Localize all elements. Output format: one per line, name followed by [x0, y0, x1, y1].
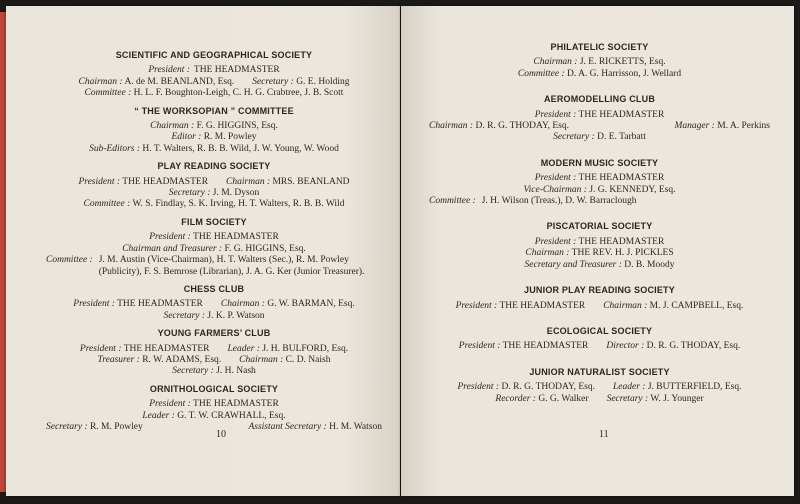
manager-label: Manager : — [674, 121, 715, 132]
secretary-name: J. K. P. Watson — [207, 310, 265, 321]
committee-label: Committee : — [46, 255, 93, 266]
section-title: FILM SOCIETY — [181, 216, 247, 227]
section-title: ECOLOGICAL SOCIETY — [546, 325, 653, 336]
president-name: THE HEADMASTER — [502, 341, 589, 352]
assistant-secretary-name: H. M. Watson — [329, 421, 382, 432]
president-name: THE HEADMASTER — [578, 173, 665, 184]
section-title: MODERN MUSIC SOCIETY — [540, 157, 659, 168]
president-label: President : — [534, 236, 577, 247]
president-label: President : — [148, 65, 190, 76]
secretary-name: G. E. Holding — [296, 76, 350, 87]
committee-label: Committee : — [84, 88, 132, 99]
committee-label: Committee : — [517, 68, 565, 79]
secretary-label: Secretary : — [163, 310, 206, 321]
chairman-name: F. G. HIGGINS, Esq. — [196, 121, 278, 132]
play-reading-society — [46, 161, 382, 211]
president-name: THE HEADMASTER — [117, 299, 203, 310]
section-title: JUNIOR NATURALIST SOCIETY — [529, 366, 670, 377]
vice-chairman-name: J. G. KENNEDY, Esq. — [589, 184, 676, 195]
section-title: PHILATELIC SOCIETY — [550, 42, 649, 52]
section-title: PISCATORIAL SOCIETY — [546, 221, 653, 232]
chairman-label: Chairman : — [533, 57, 578, 68]
president-label: President : — [455, 300, 498, 311]
philatelic-society — [429, 42, 770, 80]
modern-music-society — [429, 158, 770, 208]
chairman-name: MRS. BEANLAND — [272, 176, 350, 187]
ecological-society — [429, 326, 770, 353]
president-label: President : — [149, 232, 191, 243]
leader-label: Leader : — [227, 343, 260, 354]
president-label: President : — [534, 173, 577, 184]
left-page — [6, 6, 400, 496]
secretary-label: Secretary : — [172, 366, 214, 377]
assistant-secretary-label: Assistant Secretary : — [248, 421, 327, 432]
section-title: SCIENTIFIC AND GEOGRAPHICAL SOCIETY — [115, 50, 313, 60]
subeditors-names: H. T. Walters, R. B. B. Wild, J. W. Young, W. Wood — [142, 143, 339, 154]
aeromodelling-club — [429, 94, 770, 144]
chairman-label: Chairman : — [239, 354, 284, 365]
secretary-name: J. H. Nash — [216, 366, 256, 377]
page-number: 10 — [216, 429, 226, 440]
manager-name: M. A. Perkins — [717, 121, 770, 132]
secretary-label: Secretary : — [252, 76, 294, 87]
president-name: THE HEADMASTER — [193, 232, 279, 243]
secretary-label: Secretary : — [606, 393, 649, 404]
section-title: YOUNG FARMERS’ CLUB — [157, 328, 271, 339]
section-title: CHESS CLUB — [183, 283, 245, 294]
recorder-label: Recorder : — [495, 393, 536, 404]
chairman-name: C. D. Naish — [285, 354, 331, 365]
leader-label: Leader : — [613, 382, 646, 393]
president-label: President : — [457, 382, 500, 393]
committee-names: J. H. Wilson (Treas.), D. W. Barraclough — [481, 196, 637, 207]
secretary-treasurer-label: Secretary and Treasurer : — [524, 259, 622, 270]
chess-club — [46, 284, 382, 322]
chairman-name: M. J. CAMPBELL, Esq. — [649, 300, 744, 311]
committee-names: W. S. Findlay, S. K. Irving, H. T. Walters, R. B. B. Wild — [132, 199, 345, 210]
leader-name: J. H. BULFORD, Esq. — [262, 343, 349, 354]
chairman-name: D. R. G. THODAY, Esq. — [475, 121, 569, 132]
committee-block — [46, 255, 382, 278]
secretary-label: Secretary : — [46, 421, 88, 432]
president-label: President : — [534, 109, 577, 120]
chairman-name: F. G. HIGGINS, Esq. — [224, 243, 306, 254]
chairman-label: Chairman : — [226, 176, 271, 187]
piscatorial-society — [429, 221, 770, 271]
subeditors-label: Sub-Editors : — [89, 143, 141, 154]
junior-naturalist-society — [429, 367, 770, 405]
chairman-treasurer-label: Chairman and Treasurer : — [122, 243, 223, 254]
leader-label: Leader : — [142, 410, 175, 421]
section-title: “ THE WORKSOPIAN ” COMMITTEE — [134, 105, 294, 116]
president-name: THE HEADMASTER — [123, 343, 210, 354]
president-label: President : — [149, 399, 191, 410]
chairman-label: Chairman : — [78, 76, 123, 87]
secretary-label: Secretary : — [168, 188, 211, 199]
treasurer-name: R. W. ADAMS, Esq. — [142, 354, 222, 365]
president-label: President : — [73, 299, 115, 310]
chairman-label: Chairman : — [603, 300, 648, 311]
section-title: PLAY READING SOCIETY — [157, 161, 271, 172]
chairman-label: Chairman : — [525, 248, 570, 259]
ornithological-society — [46, 384, 382, 434]
president-label: President : — [78, 176, 121, 187]
president-label: President : — [79, 343, 122, 354]
section-title: ORNITHOLOGICAL SOCIETY — [149, 383, 279, 394]
treasurer-label: Treasurer : — [97, 354, 140, 365]
editor-label: Editor : — [171, 132, 202, 143]
president-name: THE HEADMASTER — [578, 109, 665, 120]
junior-play-reading-society — [429, 285, 770, 312]
president-name: THE HEADMASTER — [578, 236, 665, 247]
president-name: THE HEADMASTER — [193, 399, 279, 410]
chairman-label: Chairman : — [220, 299, 265, 310]
chairman-name: G. W. BARMAN, Esq. — [267, 299, 355, 310]
secretary-name: D. E. Tarbatt — [597, 132, 646, 143]
committee-names: D. A. G. Harrisson, J. Wellard — [566, 68, 682, 79]
secretary-name: R. M. Powley — [89, 421, 143, 432]
scientific-society — [46, 50, 382, 100]
president-name: D. R. G. THODAY, Esq. — [501, 382, 595, 393]
director-label: Director : — [606, 341, 645, 352]
chairman-label: Chairman : — [429, 121, 474, 132]
president-label: President : — [458, 341, 501, 352]
vice-chairman-label: Vice-Chairman : — [523, 184, 587, 195]
section-title: JUNIOR PLAY READING SOCIETY — [524, 285, 675, 296]
committee-label: Committee : — [429, 196, 476, 207]
chairman-label: Chairman : — [150, 121, 195, 132]
committee-names: H. L. F. Boughton-Leigh, C. H. G. Crabtree, J. B. Scott — [133, 88, 344, 99]
leader-name: G. T. W. CRAWHALL, Esq. — [177, 410, 286, 421]
right-page — [401, 6, 794, 496]
president-name: THE HEADMASTER — [122, 176, 209, 187]
page-number: 11 — [599, 429, 609, 440]
director-name: D. R. G. THODAY, Esq. — [646, 341, 741, 352]
chairman-name: J. E. RICKETTS, Esq. — [579, 57, 666, 68]
chairman-name: THE REV. H. J. PICKLES — [571, 248, 674, 259]
young-farmers-club — [46, 328, 382, 378]
president-name: THE HEADMASTER — [193, 65, 280, 76]
chairman-name: A. de M. BEANLAND, Esq. — [124, 76, 235, 87]
secretary-treasurer-name: D. B. Moody — [624, 259, 675, 270]
secretary-name: W. J. Younger — [650, 393, 704, 404]
secretary-name: J. M. Dyson — [212, 188, 260, 199]
recorder-name: G. G. Walker — [538, 393, 589, 404]
worksopian-committee — [46, 106, 382, 156]
committee-label: Committee : — [83, 199, 131, 210]
editor-name: R. M. Powley — [203, 132, 257, 143]
leader-name: J. BUTTERFIELD, Esq. — [647, 382, 742, 393]
film-society — [46, 217, 382, 278]
secretary-label: Secretary : — [553, 132, 595, 143]
section-title: AEROMODELLING CLUB — [543, 94, 656, 105]
president-name: THE HEADMASTER — [499, 300, 586, 311]
committee-names: J. M. Austin (Vice-Chairman), H. T. Walters (Sec.), R. M. Powley (Publicity), F. S. Bemrose (Librarian), J. A. G. Ker (Junior Treasurer). — [98, 255, 365, 277]
